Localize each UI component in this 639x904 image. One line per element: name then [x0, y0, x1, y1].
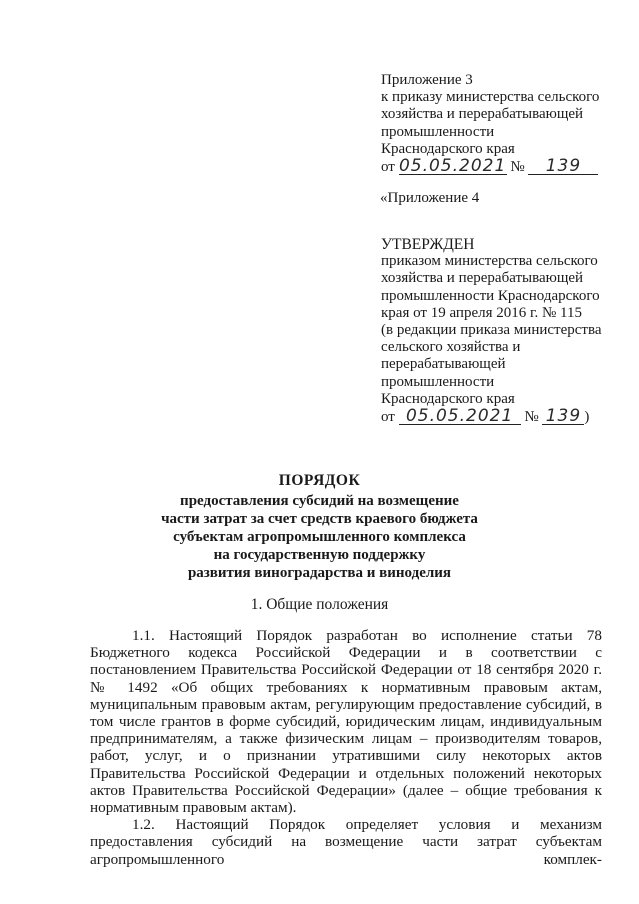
approved-line: хозяйства и перерабатывающей: [381, 270, 584, 287]
title-line: предоставления субсидий на возмещение: [180, 493, 459, 509]
title-line: на государственную поддержку: [213, 547, 426, 563]
from-label: от: [381, 409, 395, 426]
number-label: №: [524, 409, 539, 426]
approved-date-line: [381, 406, 602, 427]
title-line: развития виноградарства и виноделия: [187, 565, 452, 581]
approved-line: (в редакции приказа министерства: [381, 322, 602, 339]
approved-line: перерабатывающей: [381, 356, 506, 373]
approved-line: края от 19 апреля 2016 г. № 115: [381, 304, 582, 321]
approved-heading: УТВЕРЖДЕН: [381, 236, 475, 253]
approved-line: промышленности Краснодарского: [381, 287, 600, 304]
paragraph-1-2: 1.2. Настоящий Порядок определяет условия и механизм предоставления субсидий на возмещение части затрат субъектам агропромышленного комплек-: [90, 816, 602, 868]
approved-line: Краснодарского края: [381, 390, 515, 407]
amendment-date: 05.05.2021: [399, 409, 521, 425]
appendix-3-line: к приказу министерства сельского: [381, 89, 600, 106]
approved-line: промышленности: [381, 373, 495, 390]
closing-bracket: ): [584, 409, 590, 426]
title-line: части затрат за счет средств краевого бюджета: [161, 511, 478, 527]
title-main: ПОРЯДОК: [278, 472, 361, 489]
appendix-3-block: [381, 72, 599, 176]
document-body: [90, 627, 602, 868]
appendix-3-date-line: [381, 156, 599, 177]
approved-block: [381, 236, 602, 426]
from-label: от: [381, 159, 395, 176]
order-date: 05.05.2021: [398, 156, 507, 177]
appendix-3-line: промышленности: [381, 123, 495, 140]
number-label: №: [510, 159, 525, 176]
appendix-3-line: хозяйства и перерабатывающей: [381, 106, 584, 123]
appendix-4-label: [380, 190, 479, 207]
order-number: 139: [528, 159, 598, 175]
approved-line: приказом министерства сельского: [381, 253, 598, 270]
appendix-3-line: Краснодарского края: [381, 140, 515, 157]
document-title: [0, 472, 639, 582]
paragraph-1-1: 1.1. Настоящий Порядок разработан во исполнение статьи 78 Бюджетного кодекса Российской Федерации и в соответствии с постановлением Правительства Российской Федерации от 18 сентября 2020 г. № 1492 «Об общих требованиях к нормативным правовым актам, муниципальным правовым актам, регулирующим предоставление субсидий, в том числе грантов в форме субсидий, юридическим лицам, индивидуальным предпринимателям, а также физическим лицам – производителям товаров, работ, услуг, и о признании утратившими силу некоторых актов Правительства Российской Федерации и отдельных положений некоторых актов Правительства Российской Федерации» (далее – общие требования к нормативным правовым актам).: [90, 627, 602, 817]
section-heading: 1. Общие положения: [250, 596, 389, 613]
appendix-3-line: Приложение 3: [381, 72, 473, 88]
amendment-number: 139: [542, 409, 584, 425]
approved-line: сельского хозяйства и: [381, 339, 521, 356]
appendix-4-text: «Приложение 4: [380, 190, 480, 206]
title-line: субъектам агропромышленного комплекса: [173, 529, 466, 545]
